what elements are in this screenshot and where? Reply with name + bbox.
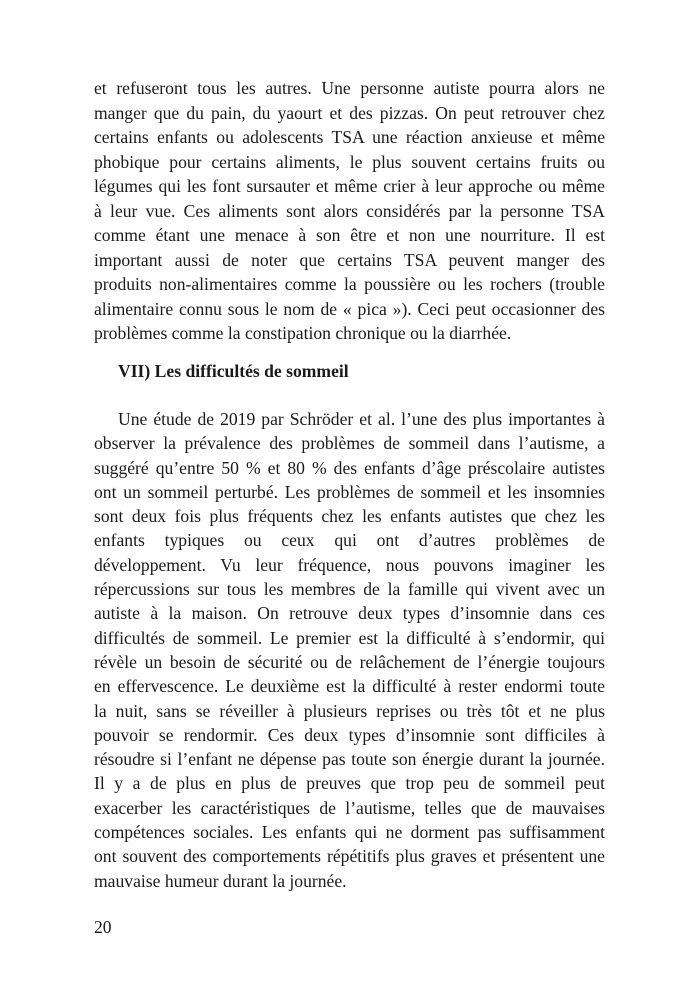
text-line: comme étant une menace à son être et non une nourriture. Il est bbox=[94, 225, 605, 245]
text-line: résoudre si l’enfant ne dépense pas toute son énergie durant la journée. bbox=[94, 749, 605, 770]
text-line: suggéré qu’entre 50 % et 80 % des enfants d’âge préscolaire autistes bbox=[94, 457, 605, 478]
text-line: alimentaire connu sous le nom de « pica »). Ceci peut occasionner des bbox=[94, 298, 605, 319]
text-line: exacerber les caractéristiques de l’autisme, telles que de mauvaises bbox=[94, 797, 605, 818]
text-line: légumes qui les font sursauter et même crier à leur approche ou même bbox=[94, 176, 605, 196]
text-line: pouvoir se rendormir. Ces deux types d’insomnie sont difficiles à bbox=[94, 724, 605, 745]
text-line: enfants typiques ou ceux qui ont d’autres problèmes de bbox=[94, 530, 605, 551]
text-line: problèmes comme la constipation chronique ou la diarrhée. bbox=[94, 323, 512, 343]
text-line: certains enfants ou adolescents TSA une réaction anxieuse et même bbox=[94, 127, 605, 147]
text-line: important aussi de noter que certains TSA peuvent manger des bbox=[94, 249, 605, 270]
text-line: développement. Vu leur fréquence, nous pouvons imaginer les bbox=[94, 554, 605, 575]
text-line: autiste à la maison. On retrouve deux types d’insomnie dans ces bbox=[94, 603, 605, 624]
text-line: Il y a de plus en plus de preuves que trop peu de sommeil peut bbox=[94, 773, 605, 794]
text-line: en effervescence. Le deuxième est la difficulté à rester endormi toute bbox=[94, 676, 605, 697]
text-line: la nuit, sans se réveiller à plusieurs reprises ou très tôt et ne plus bbox=[94, 700, 605, 721]
text-line: ont souvent des comportements répétitifs plus graves et présentent une bbox=[94, 846, 605, 867]
text-line: ont un sommeil perturbé. Les problèmes de sommeil et les insomnies bbox=[94, 481, 605, 502]
page-number: 20 bbox=[94, 917, 112, 937]
text-line: à leur vue. Ces aliments sont alors considérés par la personne TSA bbox=[94, 200, 605, 221]
text-line: répercussions sur tous les membres de la famille qui vivent avec un bbox=[94, 579, 605, 600]
text-line: phobique pour certains aliments, le plus souvent certains fruits ou bbox=[94, 151, 605, 172]
text-line: révèle un besoin de sécurité ou de relâchement de l’énergie toujours bbox=[94, 651, 605, 672]
text-line: mauvaise humeur durant la journée. bbox=[94, 870, 347, 891]
text-line: observer la prévalence des problèmes de sommeil dans l’autisme, a bbox=[94, 433, 605, 454]
section-heading: VII) Les difficultés de sommeil bbox=[118, 361, 349, 381]
paragraph-food bbox=[94, 76, 605, 346]
paragraph-sleep bbox=[94, 407, 605, 893]
text-line: difficultés de sommeil. Le premier est la difficulté à s’endormir, qui bbox=[94, 627, 605, 648]
text-line: produits non-alimentaires comme la poussière ou les rochers (trouble bbox=[94, 274, 605, 294]
text-line: sont deux fois plus fréquents chez les enfants autistes que chez les bbox=[94, 506, 605, 527]
text-line: et refuseront tous les autres. Une personne autiste pourra alors ne bbox=[94, 78, 605, 98]
text-line: Une étude de 2019 par Schröder et al. l’une des plus importantes à bbox=[118, 409, 605, 429]
text-line: compétences sociales. Les enfants qui ne dorment pas suffisamment bbox=[94, 822, 605, 843]
text-line: manger que du pain, du yaourt et des pizzas. On peut retrouver chez bbox=[94, 102, 605, 123]
